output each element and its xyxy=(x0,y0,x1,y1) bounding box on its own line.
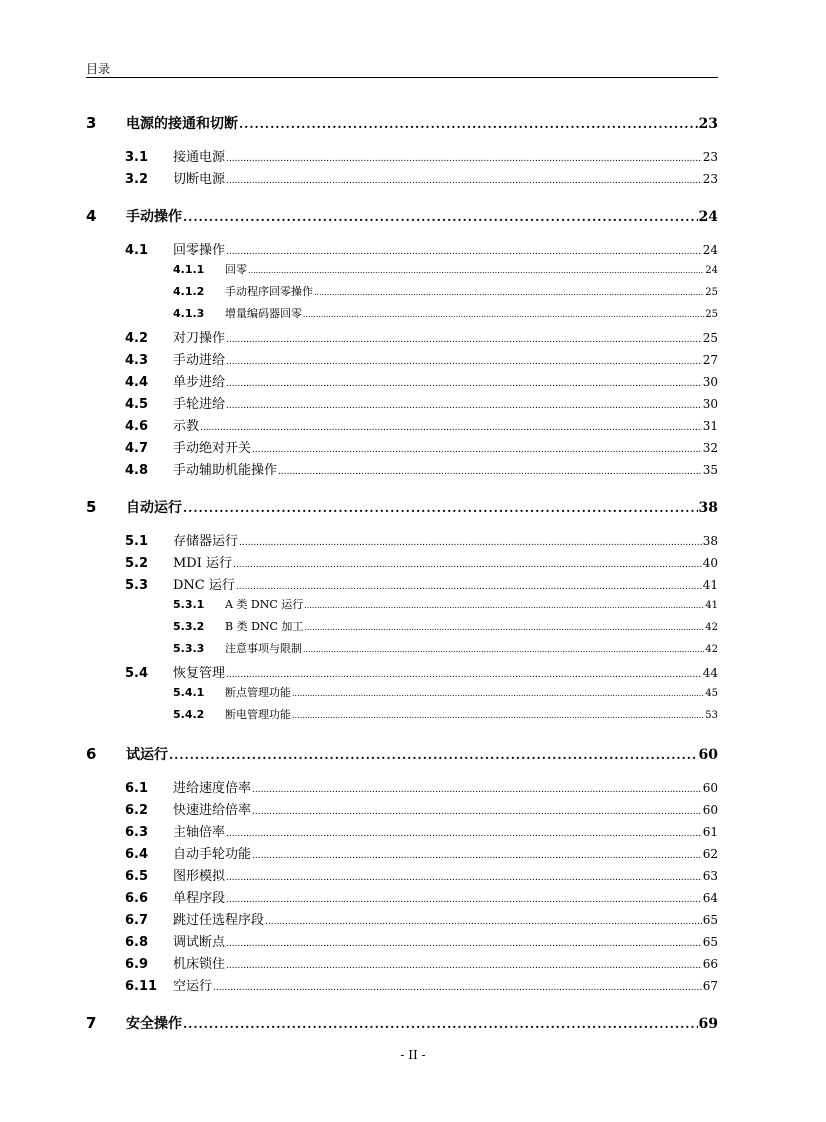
toc-entry-page: 24 xyxy=(705,265,718,276)
toc-entry-page: 24 xyxy=(702,243,718,257)
toc-entry-title: 回零操作 xyxy=(173,243,226,258)
toc-dot-leader xyxy=(226,401,702,411)
toc-dot-leader xyxy=(226,939,702,949)
toc-dot-leader xyxy=(226,154,702,164)
toc-entry[interactable] xyxy=(86,497,718,517)
toc-entry-page: 23 xyxy=(702,150,718,164)
toc-entry-title: 断点管理功能 xyxy=(225,686,291,699)
toc-dot-leader xyxy=(252,807,702,817)
toc-dot-leader xyxy=(226,176,702,186)
toc-dot-leader xyxy=(183,210,698,224)
toc-entry[interactable] xyxy=(86,415,718,434)
toc-entry-number: 4.2 xyxy=(125,331,149,346)
toc-dot-leader xyxy=(303,645,704,654)
toc-entry-title: 接通电源 xyxy=(173,150,226,165)
toc-entry-page: 32 xyxy=(702,441,718,455)
toc-entry-number: 4 xyxy=(86,207,97,225)
toc-entry-title: 手动辅助机能操作 xyxy=(173,463,278,478)
toc-entry-title: B 类 DNC 加工 xyxy=(225,620,304,633)
toc-entry-page: 30 xyxy=(702,375,718,389)
toc-entry-page: 25 xyxy=(705,309,718,320)
toc-dot-leader xyxy=(239,538,702,548)
toc-entry[interactable] xyxy=(86,596,718,612)
toc-entry-number: 4.1.2 xyxy=(173,285,205,298)
toc-entry[interactable] xyxy=(86,744,718,764)
toc-entry-title: 注意事项与限制 xyxy=(225,642,302,655)
toc-entry-number: 3 xyxy=(86,114,97,132)
toc-entry-page: 25 xyxy=(705,287,718,298)
toc-entry-number: 4.8 xyxy=(125,463,149,478)
toc-entry-page: 31 xyxy=(702,419,718,433)
toc-entry-title: 自动手轮功能 xyxy=(173,847,252,862)
toc-entry-number: 6.8 xyxy=(125,935,149,950)
toc-dot-leader xyxy=(183,501,698,515)
toc-dot-leader xyxy=(239,117,698,131)
toc-entry-number: 4.6 xyxy=(125,419,149,434)
toc-dot-leader xyxy=(236,582,702,592)
toc-entry-title: 进给速度倍率 xyxy=(173,781,252,796)
toc-entry-title: 示教 xyxy=(173,419,200,434)
toc-entry-page: 67 xyxy=(702,979,718,993)
toc-dot-leader xyxy=(200,423,702,433)
toc-dot-leader xyxy=(304,623,704,632)
toc-entry-number: 5 xyxy=(86,498,97,516)
toc-entry-page: 44 xyxy=(702,666,718,680)
toc-entry[interactable] xyxy=(86,283,718,299)
toc-entry-page: 64 xyxy=(702,891,718,905)
toc-entry-number: 5.3.2 xyxy=(173,620,205,633)
toc-dot-leader xyxy=(226,873,702,883)
toc-entry-number: 6.5 xyxy=(125,869,149,884)
toc-entry-title: 试运行 xyxy=(126,747,168,763)
toc-entry-title: 跳过任选程序段 xyxy=(173,913,265,928)
toc-entry-page: 69 xyxy=(698,1016,718,1032)
toc-dot-leader xyxy=(226,961,702,971)
toc-dot-leader xyxy=(252,445,702,455)
toc-entry-title: 手动操作 xyxy=(126,209,182,225)
toc-entry-title: 主轴倍率 xyxy=(173,825,226,840)
toc-entry[interactable] xyxy=(86,843,718,862)
toc-entry-number: 3.2 xyxy=(125,172,149,187)
toc-entry-number: 6.2 xyxy=(125,803,149,818)
toc-entry[interactable] xyxy=(86,799,718,818)
toc-entry-number: 4.1.3 xyxy=(173,307,205,320)
toc-entry-title: 切断电源 xyxy=(173,172,226,187)
toc-entry-number: 6 xyxy=(86,745,97,763)
toc-entry-title: 对刀操作 xyxy=(173,331,226,346)
toc-entry-number: 4.1.1 xyxy=(173,263,205,276)
toc-entry-page: 65 xyxy=(702,935,718,949)
toc-entry-number: 6.11 xyxy=(125,979,158,994)
toc-dot-leader xyxy=(252,785,702,795)
toc-entry-number: 6.7 xyxy=(125,913,149,928)
toc-entry-page: 45 xyxy=(705,688,718,699)
toc-dot-leader xyxy=(183,1017,698,1031)
toc-entry-page: 41 xyxy=(705,600,718,611)
toc-entry[interactable] xyxy=(86,640,718,656)
toc-entry[interactable] xyxy=(86,574,718,593)
toc-entry-title: 恢复管理 xyxy=(173,666,226,681)
toc-entry-page: 40 xyxy=(702,556,718,570)
toc-dot-leader xyxy=(226,335,702,345)
toc-entry[interactable] xyxy=(86,931,718,950)
page-number: - II - xyxy=(400,1048,426,1062)
toc-entry-title: 手动程序回零操作 xyxy=(225,285,313,298)
toc-entry[interactable] xyxy=(86,239,718,258)
toc-entry[interactable] xyxy=(86,618,718,634)
toc-entry-number: 6.4 xyxy=(125,847,149,862)
toc-entry-title: 单程序段 xyxy=(173,891,226,906)
toc-dot-leader xyxy=(303,310,704,319)
toc-dot-leader xyxy=(226,379,702,389)
toc-entry-number: 4.1 xyxy=(125,243,149,258)
toc-entry[interactable] xyxy=(86,706,718,722)
toc-dot-leader xyxy=(292,689,704,698)
toc-entry-page: 35 xyxy=(702,463,718,477)
toc-entry-number: 6.3 xyxy=(125,825,149,840)
toc-entry-number: 6.9 xyxy=(125,957,149,972)
toc-entry-page: 65 xyxy=(702,913,718,927)
toc-dot-leader xyxy=(226,829,702,839)
toc-entry-title: DNC 运行 xyxy=(173,578,235,593)
toc-entry-title: 调试断点 xyxy=(173,935,226,950)
toc-entry[interactable] xyxy=(86,393,718,412)
toc-entry-number: 4.3 xyxy=(125,353,149,368)
toc-entry-page: 25 xyxy=(702,331,718,345)
toc-dot-leader xyxy=(233,560,702,570)
toc-entry[interactable] xyxy=(86,459,718,478)
toc-entry[interactable] xyxy=(86,821,718,840)
toc-entry[interactable] xyxy=(86,552,718,571)
toc-entry[interactable] xyxy=(86,662,718,681)
toc-entry-page: 63 xyxy=(702,869,718,883)
toc-entry-page: 30 xyxy=(702,397,718,411)
toc-entry-page: 41 xyxy=(702,578,718,592)
toc-dot-leader xyxy=(248,266,704,275)
running-header: 目录 xyxy=(86,62,111,76)
toc-entry-title: 机床锁住 xyxy=(173,957,226,972)
toc-entry-title: 手动进给 xyxy=(173,353,226,368)
toc-entry-title: 增量编码器回零 xyxy=(225,307,302,320)
toc-entry-title: 单步进给 xyxy=(173,375,226,390)
toc-entry[interactable] xyxy=(86,349,718,368)
toc-entry[interactable] xyxy=(86,909,718,928)
toc-entry-number: 6.6 xyxy=(125,891,149,906)
toc-entry-title: 手轮进给 xyxy=(173,397,226,412)
toc-entry-page: 23 xyxy=(702,172,718,186)
toc-entry[interactable] xyxy=(86,168,718,187)
toc-dot-leader xyxy=(226,895,702,905)
toc-entry[interactable] xyxy=(86,777,718,796)
toc-dot-leader xyxy=(226,670,702,680)
toc-entry-page: 38 xyxy=(698,500,718,516)
toc-entry[interactable] xyxy=(86,1013,718,1033)
toc-dot-leader xyxy=(226,247,702,257)
toc-entry[interactable] xyxy=(86,865,718,884)
toc-dot-leader xyxy=(213,983,702,993)
toc-entry-title: A 类 DNC 运行 xyxy=(225,598,304,611)
toc-entry[interactable] xyxy=(86,684,718,700)
toc-entry-title: 手动绝对开关 xyxy=(173,441,252,456)
toc-entry-number: 5.3.3 xyxy=(173,642,205,655)
toc-entry[interactable] xyxy=(86,530,718,549)
toc-dot-leader xyxy=(278,467,702,477)
toc-entry[interactable] xyxy=(86,887,718,906)
toc-entry-number: 7 xyxy=(86,1014,97,1032)
toc-entry-page: 60 xyxy=(702,781,718,795)
toc-entry-title: 安全操作 xyxy=(126,1016,182,1032)
toc-entry-number: 5.3.1 xyxy=(173,598,205,611)
toc-entry[interactable] xyxy=(86,113,718,133)
toc-entry-number: 4.5 xyxy=(125,397,149,412)
toc-entry-title: 空运行 xyxy=(173,979,213,994)
toc-entry-number: 4.4 xyxy=(125,375,149,390)
toc-entry[interactable] xyxy=(86,261,718,277)
toc-entry[interactable] xyxy=(86,371,718,390)
toc-dot-leader xyxy=(292,711,704,720)
toc-dot-leader xyxy=(265,917,702,927)
toc-entry-page: 27 xyxy=(702,353,718,367)
toc-entry-page: 42 xyxy=(705,644,718,655)
toc-entry-title: MDI 运行 xyxy=(173,556,233,571)
toc-entry-title: 图形模拟 xyxy=(173,869,226,884)
toc-dot-leader xyxy=(252,851,702,861)
toc-entry-page: 38 xyxy=(702,534,718,548)
toc-entry[interactable] xyxy=(86,437,718,456)
toc-entry-page: 42 xyxy=(705,622,718,633)
toc-entry-title: 断电管理功能 xyxy=(225,708,291,721)
toc-dot-leader xyxy=(226,357,702,367)
toc-entry-number: 5.2 xyxy=(125,556,149,571)
toc-entry-page: 62 xyxy=(702,847,718,861)
toc-entry[interactable] xyxy=(86,305,718,321)
toc-dot-leader xyxy=(304,601,704,610)
toc-dot-leader xyxy=(314,288,704,297)
toc-entry-number: 6.1 xyxy=(125,781,149,796)
toc-entry-number: 4.7 xyxy=(125,441,149,456)
toc-entry-number: 5.4.2 xyxy=(173,708,205,721)
toc-entry-title: 快速进给倍率 xyxy=(173,803,252,818)
toc-entry-title: 回零 xyxy=(225,263,247,276)
toc-entry-page: 61 xyxy=(702,825,718,839)
toc-entry-title: 自动运行 xyxy=(126,500,182,516)
toc-entry[interactable] xyxy=(86,953,718,972)
toc-entry-page: 24 xyxy=(698,209,718,225)
toc-entry-number: 5.3 xyxy=(125,578,149,593)
table-of-contents xyxy=(86,0,718,1122)
toc-entry-page: 66 xyxy=(702,957,718,971)
toc-entry-number: 5.1 xyxy=(125,534,149,549)
toc-entry[interactable] xyxy=(86,146,718,165)
toc-entry-number: 3.1 xyxy=(125,150,149,165)
toc-entry[interactable] xyxy=(86,975,718,994)
toc-entry-number: 5.4 xyxy=(125,666,149,681)
toc-entry-number: 5.4.1 xyxy=(173,686,205,699)
toc-entry-page: 23 xyxy=(698,116,718,132)
toc-entry[interactable] xyxy=(86,206,718,226)
toc-entry-title: 存储器运行 xyxy=(173,534,239,549)
toc-dot-leader xyxy=(169,748,698,762)
toc-entry[interactable] xyxy=(86,327,718,346)
toc-entry-page: 53 xyxy=(705,710,718,721)
toc-entry-page: 60 xyxy=(702,803,718,817)
toc-entry-title: 电源的接通和切断 xyxy=(126,116,238,132)
toc-entry-page: 60 xyxy=(698,747,718,763)
